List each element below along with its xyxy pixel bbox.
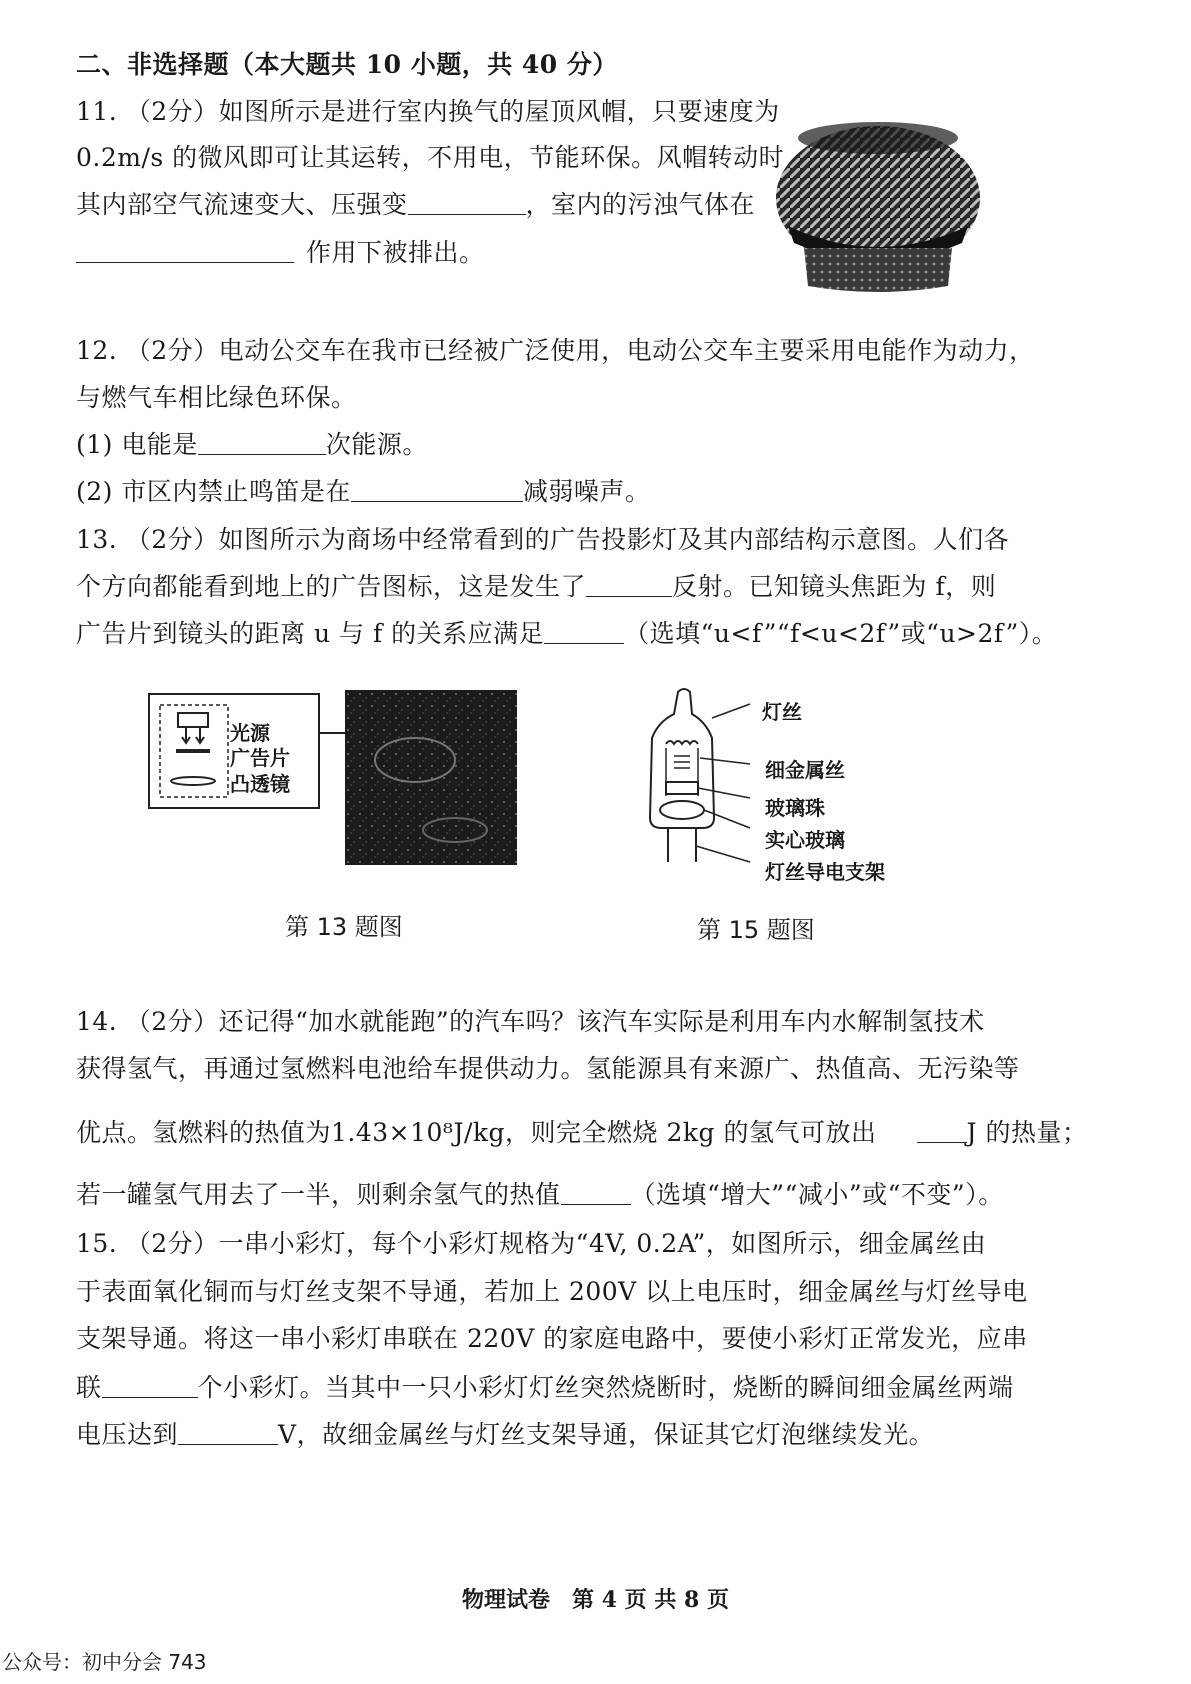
q15-text-4a: 联 <box>76 1373 102 1402</box>
q14-line1: 14. （2分）还记得“加水就能跑”的汽车吗？该汽车实际是利用车内水解制氢技术 <box>76 1007 985 1036</box>
q13-text-2b: 反射。已知镜头焦距为 f，则 <box>672 572 997 601</box>
q13-text-2a: 个方向都能看到地上的广告图标，这是发生了 <box>76 572 587 601</box>
q12-part1-text-b: 次能源。 <box>325 430 428 459</box>
q11-text-3b: ，室内的污浊气体在 <box>525 190 756 219</box>
watermark: 公众号：初中分会 743 <box>2 1650 207 1674</box>
q14-line4 <box>76 1180 1004 1210</box>
q12-line1: 12. （2分）电动公交车在我市已经被广泛使用，电动公交车主要采用电能作为动力， <box>76 336 1035 365</box>
q14-text-3b: J 的热量； <box>966 1118 1088 1147</box>
q13-blank-1[interactable] <box>586 574 672 597</box>
q11-blank-2[interactable] <box>76 240 294 263</box>
q11-line1: 11. （2分）如图所示是进行室内换气的屋顶风帽，只要速度为 <box>76 97 780 126</box>
q11-line3 <box>76 190 755 220</box>
q12-line2: 与燃气车相比绿色环保。 <box>76 383 357 412</box>
q14-blank-2[interactable] <box>561 1182 631 1205</box>
roof-ventilator-image <box>770 108 985 293</box>
q15-line1: 15. （2分）一串小彩灯，每个小彩灯规格为“4V, 0.2A”，如图所示，细金属丝由 <box>76 1229 987 1258</box>
q13-text-3b: （选填“u<f”“f<u<2f”或“u>2f”）。 <box>624 619 1058 648</box>
q11-text-4b: 作用下被排出。 <box>306 238 485 267</box>
q13-blank-2[interactable] <box>544 621 624 644</box>
section-title: 二、非选择题（本大题共 10 小题，共 40 分） <box>76 50 618 79</box>
fig13-label-ad-film: 广告片 <box>230 746 290 770</box>
q15-blank-1[interactable] <box>102 1375 198 1398</box>
q11-line4 <box>76 238 485 268</box>
fig15-label-fine-wire: 细金属丝 <box>765 758 845 782</box>
q12-part2-text-b: 减弱噪声。 <box>522 477 651 506</box>
fig13-label-convex-lens: 凸透镜 <box>230 772 290 796</box>
q14-line2: 获得氢气，再通过氢燃料电池给车提供动力。氢能源具有来源广、热值高、无污染等 <box>76 1054 1020 1083</box>
fig13-caption: 第 13 题图 <box>285 913 403 941</box>
fig15-label-glass-bead: 玻璃珠 <box>765 796 825 820</box>
fig15-label-filament: 灯丝 <box>762 700 802 724</box>
fig13-projection-photo <box>345 690 517 865</box>
q14-text-3a: 优点。氢燃料的热值为1.43×10⁸J/kg，则完全燃烧 2kg 的氢气可放出 <box>76 1118 877 1147</box>
q11-line2: 0.2m/s 的微风即可让其运转，不用电，节能环保。风帽转动时 <box>76 143 785 172</box>
q14-line3 <box>76 1118 1087 1148</box>
fig13-label-light-source: 光源 <box>230 721 270 745</box>
q12-part2-text-a: (2) 市区内禁止鸣笛是在 <box>76 477 351 506</box>
q13-text-3a: 广告片到镜头的距离 u 与 f 的关系应满足 <box>76 619 545 648</box>
q15-line4 <box>76 1373 1014 1403</box>
q12-blank-1[interactable] <box>198 432 326 455</box>
fig15-label-solid-glass: 实心玻璃 <box>765 828 845 852</box>
q15-line5 <box>76 1420 934 1450</box>
q13-line3 <box>76 619 1057 649</box>
fig15-label-support: 灯丝导电支架 <box>765 860 885 884</box>
q14-text-4b: （选填“增大”“减小”或“不变”）。 <box>630 1180 1004 1209</box>
q14-blank-1[interactable] <box>917 1120 967 1143</box>
q12-part1-text-a: (1) 电能是 <box>76 430 198 459</box>
q14-text-4a: 若一罐氢气用去了一半，则剩余氢气的热值 <box>76 1180 561 1209</box>
q15-text-5a: 电压达到 <box>76 1420 179 1449</box>
q15-text-4b: 个小彩灯。当其中一只小彩灯灯丝突然烧断时，烧断的瞬间细金属丝两端 <box>197 1373 1014 1402</box>
q13-line1: 13. （2分）如图所示为商场中经常看到的广告投影灯及其内部结构示意图。人们各 <box>76 525 1010 554</box>
q11-text-3a: 其内部空气流速变大、压强变 <box>76 190 408 219</box>
q12-blank-2[interactable] <box>351 479 523 502</box>
q15-line2: 于表面氧化铜而与灯丝支架不导通，若加上 200V 以上电压时，细金属丝与灯丝导电 <box>76 1277 1028 1306</box>
page-footer: 物理试卷 第 4 页 共 8 页 <box>462 1587 729 1613</box>
q12-part1 <box>76 430 428 460</box>
q13-line2 <box>76 572 996 602</box>
q15-text-5b: V，故细金属丝与灯丝支架导通，保证其它灯泡继续发光。 <box>278 1420 935 1449</box>
q11-blank-1[interactable] <box>408 192 526 215</box>
q12-part2 <box>76 477 650 507</box>
fig15-bulb-diagram <box>640 686 775 866</box>
fig15-caption: 第 15 题图 <box>697 916 815 944</box>
q15-line3: 支架导通。将这一串小彩灯串联在 220V 的家庭电路中，要使小彩灯正常发光，应串 <box>76 1324 1028 1353</box>
q15-blank-2[interactable] <box>178 1422 278 1445</box>
